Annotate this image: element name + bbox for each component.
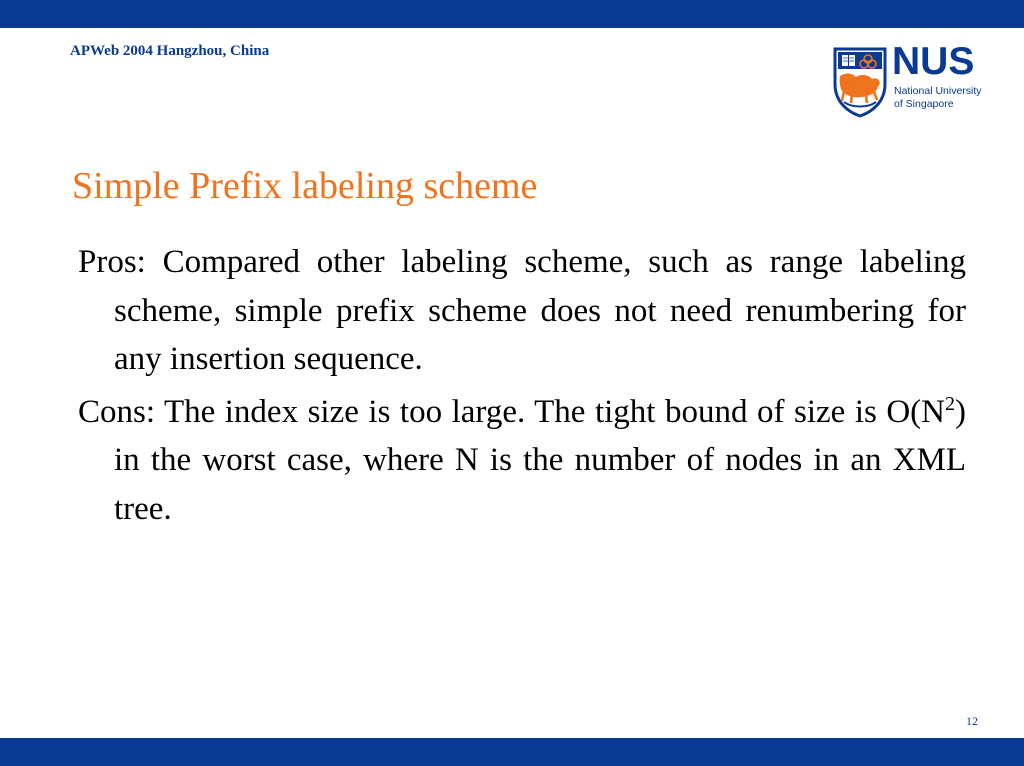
bottom-bar — [0, 738, 1024, 766]
cons-text-start: Cons: The index size is too large. The tight bound of size is O(N — [78, 393, 945, 430]
cons-paragraph — [78, 388, 966, 534]
slide-body — [78, 238, 966, 537]
slide-title: Simple Prefix labeling scheme — [72, 165, 538, 207]
logo-subtitle-line2: of Singapore — [894, 98, 954, 110]
top-bar — [0, 0, 1024, 28]
logo-subtitle-line1: National University — [894, 85, 982, 97]
cons-superscript: 2 — [945, 392, 955, 415]
cons-text-end: ) in the worst case, where N is the number of nodes in an XML tree. — [114, 393, 966, 527]
conference-header: APWeb 2004 Hangzhou, China — [70, 43, 270, 59]
logo-wordmark: NUS — [892, 40, 975, 83]
nus-crest-icon — [832, 46, 888, 118]
pros-paragraph: Pros: Compared other labeling scheme, such as range labeling scheme, simple prefix scheme does not need renumbering for any insertion sequence. — [78, 244, 966, 377]
nus-logo — [832, 40, 992, 120]
page-number: 12 — [966, 714, 978, 728]
